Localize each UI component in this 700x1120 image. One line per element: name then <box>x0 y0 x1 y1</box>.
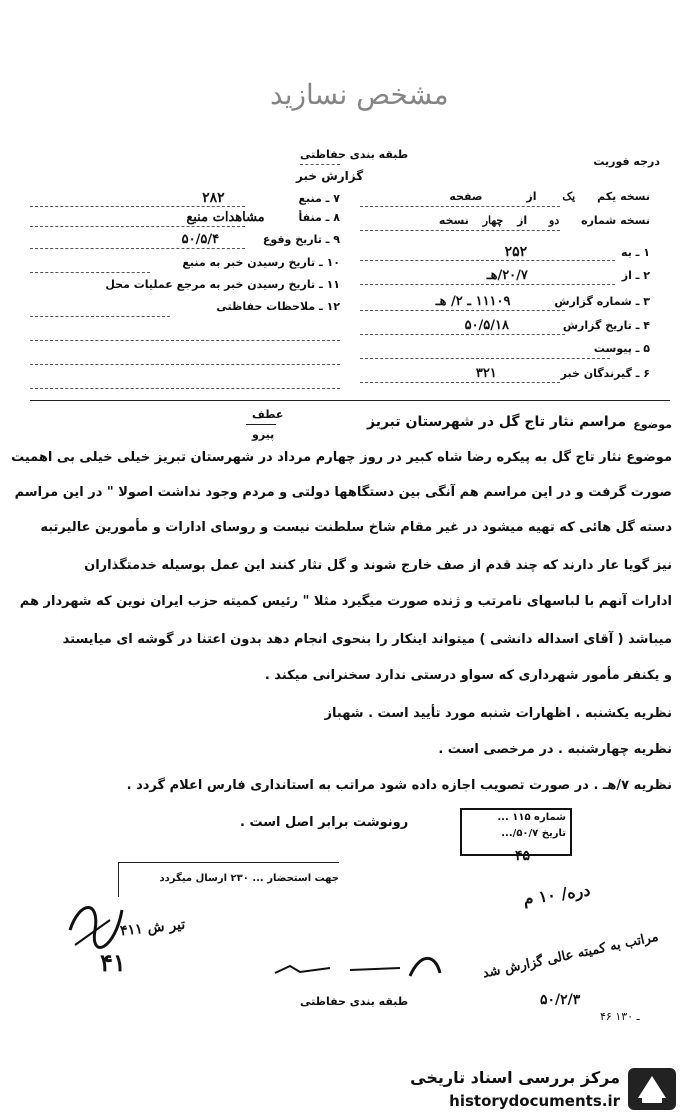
field-copy-number: نسخه شماره دو از چهار نسخه <box>438 214 650 227</box>
archive-logo-icon <box>628 1068 676 1110</box>
handwritten-note-left: تیر ش ۴۱۱ <box>119 916 186 940</box>
body-line: موضوع نثار تاج گل به پیکره رضا شاه کبیر در روز چهارم مرداد در شهرستان تبریز خیلی خیلی بی اهمیت <box>11 450 672 465</box>
field-origin: ۸ ـ منفأ مشاهدات منبع <box>186 210 340 225</box>
body-line: صورت گرفت و در این مراسم هم آنگی بین دستگاهها دولتی و مردم وجود نداشت اصولا " در این مراسم <box>14 485 672 500</box>
watermark-url: historydocuments.ir <box>449 1092 620 1110</box>
body-line: میباشد ( آقای اسداله دانشی ) میتواند اینکار را بنحوی انجام دهد بدون اعتنا در گوشه ای میایستد <box>62 632 672 647</box>
followup-label: پیرو <box>252 428 275 441</box>
dash-line <box>360 284 615 285</box>
header-stamp: مشخص نسازید <box>270 78 449 111</box>
dash-line <box>360 334 565 335</box>
separator <box>30 400 670 401</box>
handwritten-note-right: مراتب به کمیته عالی گزارش شد <box>481 929 660 982</box>
bottom-classification: طبقه بندی حفاظتی <box>300 995 409 1008</box>
dash-line <box>30 316 170 317</box>
dash-line <box>360 206 560 207</box>
note-sunday: نظریه یکشنبه . اظهارات شنبه مورد تأیید است . شهباز <box>324 706 672 721</box>
dash-line <box>30 248 245 249</box>
stamp-line-1: شماره ۱۱۵ ... <box>497 812 566 823</box>
dash-line <box>360 260 615 261</box>
field-arrival-source: ۱۰ ـ تاریخ رسیدن خبر به منبع <box>182 256 340 269</box>
note-7h: نظریه ۷/هـ . در صورت تصویب اجازه داده شود مراتب به استانداری فارس اعلام گردد . <box>126 778 672 793</box>
dash-line <box>30 206 245 207</box>
routing-box <box>118 862 339 897</box>
dash-line <box>30 388 340 389</box>
body-line: و یکنفر مأمور شهرداری که سواو درستی ندارد سخنرانی میکند . <box>264 668 672 683</box>
handwritten-number-left: ۴۱ <box>100 948 126 977</box>
body-line: نیز گویا عار دارند که چند قدم از صف خارج شوند و گل نثار کنند این عمل بوسیله خدمتگذاران <box>84 558 672 573</box>
subject-text: مراسم نثار تاج گل در شهرستان تبریز <box>367 414 626 430</box>
field-from: ۲ ـ از ۲۰/۷/هـ <box>486 268 650 283</box>
subject-label: موضوع <box>633 418 672 431</box>
field-source: ۷ ـ منبع ۲۸۲ <box>202 190 340 206</box>
body-line: ادارات آنهم با لباسهای نامرتب و ژنده صورت میگیرد مثلا " رئیس کمیته حزب ایران نوین که شهردار هم <box>19 594 672 609</box>
stamp-line-2: تاریخ ۵۰/۷/... <box>501 828 566 839</box>
field-report-date: ۴ ـ تاریخ گزارش ۵۰/۵/۱۸ <box>464 318 650 333</box>
dash-line <box>360 382 560 383</box>
field-copy-one: نسخه یکم یک از صفحه <box>449 190 650 203</box>
handwritten-code-right: ۴۶ ـ ۱۳۰ <box>600 1010 640 1023</box>
field-recipients: ۶ ـ گیرندگان خبر ۳۲۱ <box>475 366 650 381</box>
routing-text: جهت استحضار ... ۲۳۰ ارسال میگردد <box>159 873 339 884</box>
dash-line <box>30 340 340 341</box>
handwritten-date-right: ۵۰/۲/۳ <box>540 992 581 1008</box>
note-wednesday: نظریه چهارشنبه . در مرخصی است . <box>438 742 672 757</box>
field-security-notes: ۱۲ ـ ملاحظات حفاظتی <box>216 300 340 313</box>
classification-heading: طبقه بندی حفاظتی <box>300 148 409 161</box>
handwritten-note-right-top: دره/ ۱۰ م <box>521 880 591 909</box>
field-arrival-local: ۱۱ ـ تاریخ رسیدن خبر به مرجع عملیات محل <box>105 278 340 291</box>
field-occurrence-date: ۹ ـ تاریخ وقوع ۵۰/۵/۴ <box>181 232 340 247</box>
reference-label: عطف <box>252 408 284 421</box>
field-to: ۱ ـ به ۲۵۲ <box>504 244 650 260</box>
dash-line <box>30 226 245 227</box>
dash-line <box>360 310 565 311</box>
dash-line <box>360 230 560 231</box>
dash-line <box>360 358 610 359</box>
body-line: دسته گل هائی که تهیه میشود در غیر مقام شاخ سلطنت نیست و روسای ادارات و مأمورین عالیرتبه <box>40 520 672 535</box>
field-report-number: ۳ ـ شماره گزارش ۱۱۱۰۹ ـ ۲/ هـ <box>435 294 650 309</box>
dash-line <box>30 364 340 365</box>
signature-middle <box>270 948 450 988</box>
document-title: گزارش خبر <box>296 169 364 183</box>
priority-label: درجه فوریت <box>593 155 660 168</box>
stamp-handwritten-number: ۴۵ <box>515 848 531 864</box>
reference-divider <box>246 424 276 425</box>
field-attachment: ۵ ـ پیوست <box>593 342 650 355</box>
classification-line <box>300 164 340 165</box>
watermark-title: مرکز بررسی اسناد تاریخی <box>410 1068 620 1087</box>
dash-line <box>30 272 150 273</box>
copy-certification: رونوشت برابر اصل است . <box>240 815 409 830</box>
